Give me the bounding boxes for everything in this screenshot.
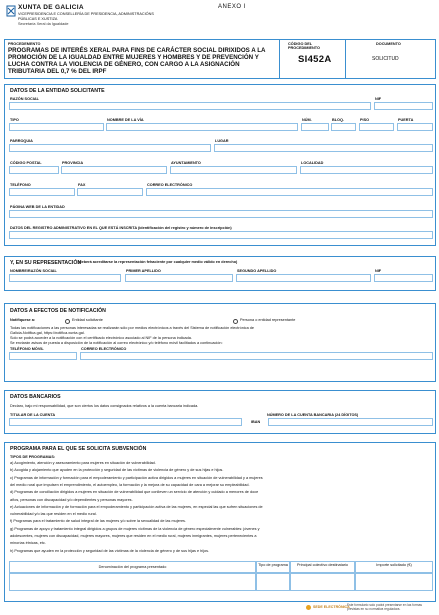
section-title: Y, EN SU REPRESENTACIÓN [10,260,82,266]
sede-electronica-icon [306,605,311,610]
num-label: NÚM. [302,118,312,122]
section-title: DATOS DE LA ENTIDAD SOLICITANTE [10,88,105,94]
consellería-name: VICEPRESIDENCIA E CONSELLERÍA DE PRESIDENCIA, ADMINISTRACIÓNS PÚBLICAS E XUSTIZA [18,12,154,21]
rep-apellido1-field[interactable] [125,274,233,282]
procedure-box [4,39,436,79]
program-type-line: adolescentes, mujeres con discapacidad, mujeres mayores, mujeres que residen en el medio rural, mujeres inmigrantes, mujeres pertenecientes a [10,534,257,538]
bloq-label: BLOQ. [332,118,345,122]
provincia-label: PROVINCIA [62,161,84,165]
section-solicitante [4,84,436,246]
fax-label: FAX [78,183,86,187]
col-denominacion-label: Denominación del programa presentado [98,565,167,569]
xunta-logo [6,3,176,33]
footer-note: Este formulario solo podrá presentarse en las formas previstas en su normativa reguladora. [347,603,422,611]
secretaria-name: Secretaría Xeral da Igualdade [18,22,69,26]
section-title: DATOS BANCARIOS [10,394,61,400]
codigo-postal-field[interactable] [9,166,59,174]
xunta-crest-icon [6,5,16,17]
section-title: DATOS A EFECTOS DE NOTIFICACIÓN [10,308,106,314]
nombre-via-label: NOMBRE DE LA VÍA [107,118,144,122]
rep-nombre-label: NOMBRE/RAZÓN SOCIAL [10,269,57,273]
tipo-programa-field[interactable] [256,573,290,591]
importe-field[interactable] [355,573,433,591]
razon-social-label: RAZÓN SOCIAL [10,97,39,101]
program-type-line: vulnerabilidad y/o las que residen en el medio rural. [10,512,97,517]
document-cell [345,40,435,78]
movil-field[interactable] [9,352,77,360]
rep-nombre-field[interactable] [9,274,121,282]
sede-electronica-label: SEDE ELECTRÓNICA [313,604,350,609]
localidad-label: LOCALIDAD [301,161,324,165]
ayuntamiento-field[interactable] [170,166,297,174]
procedure-label: PROCEDEMENTO [8,42,41,46]
document-label: DOCUMENTO [376,42,401,46]
tipo-label: TIPO [10,118,19,122]
numero-cuenta-label: NÚMERO DE LA CUENTA BANCARIA (24 DÍGITOS) [267,413,359,417]
num-field[interactable] [301,123,329,131]
telefono-label: TELÉFONO [10,183,31,187]
web-label: PÁGINA WEB DE LA ENTIDAD [10,205,65,209]
procedure-code-cell [279,40,345,78]
puerta-field[interactable] [397,123,433,131]
procedure-title: PROGRAMAS DE INTERÉS XERAL PARA FINS DE CARÁCTER SOCIAL DIRIXIDOS A LA PROMOCIÓN DE LA IGUALDAD ENTRE MUJERES Y HOMBRES Y DE PREVENCIÓN Y LUCHA CONTRA LA VIOLENCIA DE GÉNERO, CON CARGO A LA ASIGNACIÓN TRIBUTARIA DEL 0,7 % DEL IRPF [8,47,266,75]
registro-field[interactable] [9,231,433,239]
ayuntamiento-label: AYUNTAMIENTO [171,161,201,165]
fax-field[interactable] [77,188,143,196]
program-type-line: minorías étnicas, etc. [10,541,46,546]
program-type-line: del medio rural que impulsen el emprendimiento, el autoempleo, la formación y la mejora de su capacidad de cara a mejorar su empleabilidad. [10,482,250,487]
colectivo-field[interactable] [290,573,355,591]
rep-apellido1-label: PRIMER APELLIDO [126,269,161,273]
program-type-line: e) Actuaciones de información y de formación para el empoderamiento y participación activa de las mujeres, en especial las que sufren situaciones de [10,504,263,509]
registro-label: DATOS DEL REGISTRO ADMINISTRATIVO EN EL QUE ESTÁ INSCRITA (identificación del registro y número de inscripción) [10,226,232,230]
nif-field[interactable] [374,102,433,110]
puerta-label: PUERTA [398,118,414,122]
org-name: XUNTA DE GALICIA [18,4,84,11]
notif-line1: Todas las notificaciones a las personas interesadas se realizarán sólo por medios electrónicos a través del Sistema de notificación electrónica de [10,326,254,330]
notifiquese-label: Notifíquese a: [10,318,36,322]
notif-line2: Galicia-Notifica.gal, https://notifica.xunta.gal. [10,331,85,335]
notif-correo-label: CORREO ELECTRÓNICO [81,347,127,351]
col-colectivo-header [290,561,355,573]
col-colectivo-label: Principal colectivo destinatario [296,563,349,567]
correo-label: CORREO ELECTRÓNICO [147,183,193,187]
section-title: PROGRAMA PARA EL QUE SE SOLICITA SUBVENCIÓN [10,446,147,452]
program-type-line: c) Programas de información y formación para el empoderamiento y participación activa dirigidos a mujeres en situación de vulnerabilidad y a mujeres [10,475,263,480]
parroquia-field[interactable] [9,144,211,152]
program-type-line: años, personas con discapacidad y/o dependientes y personas mayores. [10,497,133,502]
notif-line3: Solo se podrá acceder a la notificación con el certificado electrónico asociado al NIF de la persona indicada. [10,336,192,340]
correo-field[interactable] [146,188,433,196]
razon-social-field[interactable] [9,102,371,110]
section-programa [4,442,436,602]
procedure-code-label: CÓDIGO DEL PROCEDIMIENTO [288,42,320,50]
rep-nif-label: NIF [375,269,382,273]
lugar-field[interactable] [214,144,433,152]
col-tipo-header [256,561,290,573]
lugar-label: LUGAR [215,139,229,143]
piso-field[interactable] [359,123,394,131]
nif-label: NIF [375,97,382,101]
parroquia-label: PARROQUIA [10,139,33,143]
col-tipo-label: Tipo de programa [258,563,288,567]
notif-correo-field[interactable] [80,352,433,360]
program-type-line: h) Programas que ayuden en la protección y seguridad de las víctimas de la violencia de género y de sus hijas e hijos. [10,548,210,553]
program-type-line: b) Acogida y alojamiento que ayuden en la protección y seguridad de las víctimas de violencia de género y de sus hijas e hijos. [10,468,224,473]
movil-label: TELÉFONO MÓVIL [10,347,44,351]
web-field[interactable] [9,210,433,218]
col-importe-header [355,561,433,573]
piso-label: PISO [360,118,370,122]
procedure-code: SI452A [298,54,332,65]
representacion-note: (deberá acreditarse la representación fehaciente por cualquier medio válido en derecho) [78,260,238,264]
iban-label: IBAN [251,420,261,424]
program-type-line: g) Programas de apoyo y tratamiento integral dirigidos a grupos de mujeres víctimas de la violencia de género especialmente vulnerables: jóvenes y [10,526,260,531]
rep-nif-field[interactable] [374,274,433,282]
provincia-field[interactable] [61,166,167,174]
iban-field[interactable] [268,418,433,426]
col-denominacion-header [9,561,256,573]
col-importe-label: Importe solicitado (€) [376,563,412,567]
document-type: SOLICITUD [372,56,399,62]
program-type-line: a) Acogimiento, atención y asesoramiento para mujeres en situación de vulnerabilidad. [10,461,156,465]
codigo-postal-label: CÓDIGO POSTAL [10,161,42,165]
radio-representante-label: Persona o entidad representante [240,318,296,322]
rep-apellido2-label: SEGUNDO APELLIDO [237,269,277,273]
bloq-field[interactable] [331,123,356,131]
section-representacion [4,256,436,291]
program-type-line: f) Programas para el tratamiento de salud integral de las mujeres y/o sobre la sexualidad de las mujeres. [10,519,187,524]
tipo-field[interactable] [9,123,104,131]
radio-entidad-label: Entidad solicitante [72,318,103,322]
declaro-text: Declaro, bajo mi responsabilidad, que son ciertos los datos consignados relativos a la cuenta bancaria indicada. [10,404,199,408]
anexo-title: ANEXO I [218,4,246,10]
denominacion-field[interactable] [9,573,256,591]
localidad-field[interactable] [300,166,433,174]
titular-field[interactable] [9,418,242,426]
section-bancarios [4,390,436,434]
rep-apellido2-field[interactable] [236,274,371,282]
section-notificacion [4,303,436,382]
program-type-line: d) Programas de conciliación dirigidos a mujeres en situación de vulnerabilidad que conlleven un servicio de atención y cuidado a menores de doce [10,490,259,495]
radio-entidad-solicitante[interactable] [65,319,70,324]
telefono-field[interactable] [9,188,75,196]
nombre-via-field[interactable] [106,123,298,131]
radio-representante[interactable] [233,319,238,324]
notif-line4: Se enviarán avisos de puesta a disposición de la notificación al correo electrónico y/o teléfono móvil facilitados a continuación: [10,341,223,345]
tipos-title: TIPOS DE PROGRAMAS: [10,455,56,459]
titular-label: TITULAR DE LA CUENTA [10,413,56,417]
